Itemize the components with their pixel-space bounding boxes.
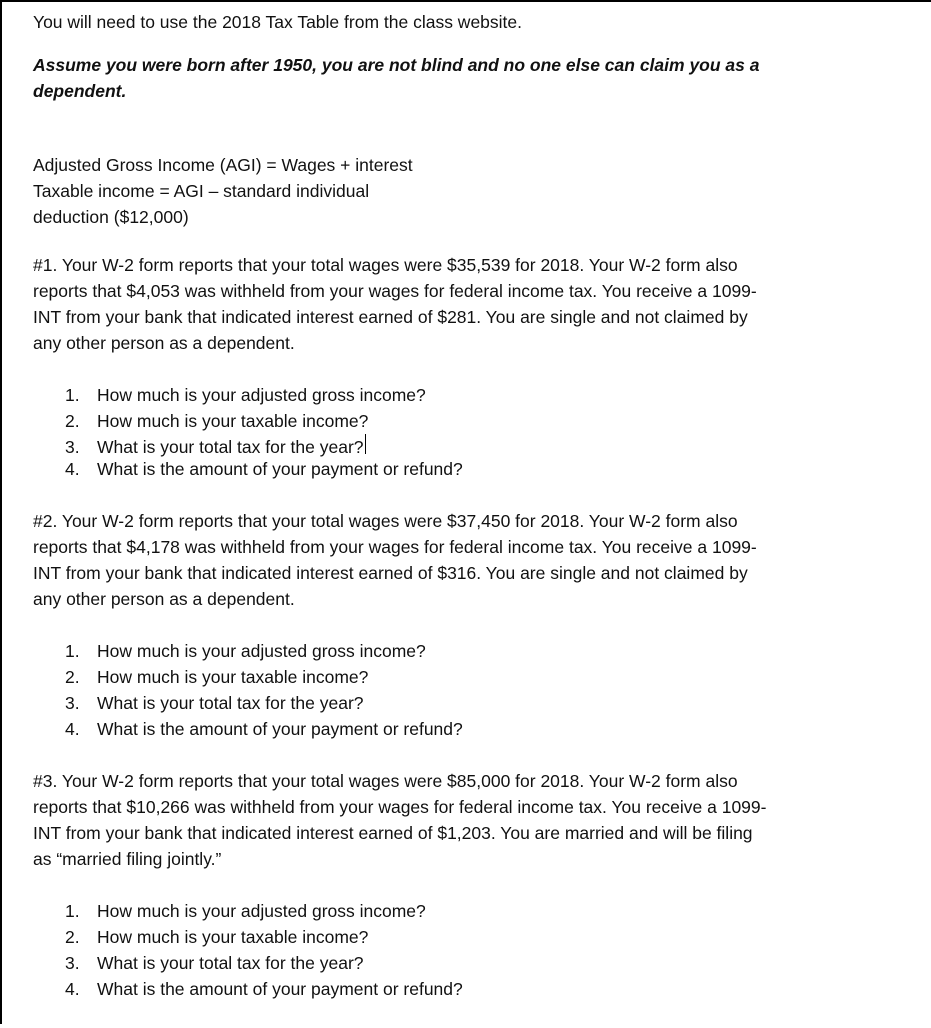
intro-text: You will need to use the 2018 Tax Table from the class website. — [33, 12, 523, 32]
question-text: How much is your adjusted gross income? — [97, 385, 426, 405]
question-number: 4. — [65, 459, 80, 479]
problem-2-line-3: INT from your bank that indicated interest earned of $316. You are single and not claimed by — [33, 563, 748, 583]
question-text: What is your total tax for the year? — [97, 437, 364, 457]
top-border — [0, 0, 931, 2]
question-text: What is the amount of your payment or refund? — [97, 979, 463, 999]
problem-2-line-4: any other person as a dependent. — [33, 589, 295, 609]
problem-1-line-2: reports that $4,053 was withheld from your wages for federal income tax. You receive a 1099- — [33, 281, 757, 301]
question-number: 2. — [65, 667, 80, 687]
question-item — [65, 382, 913, 408]
question-item — [65, 456, 913, 482]
question-number: 3. — [65, 953, 80, 973]
problem-2 — [33, 508, 913, 612]
problem-3-line-3: INT from your bank that indicated interest earned of $1,203. You are married and will be filing — [33, 823, 753, 843]
definition-agi: Adjusted Gross Income (AGI) = Wages + interest — [33, 155, 413, 175]
question-text: What is your total tax for the year? — [97, 953, 364, 973]
problem-1 — [33, 252, 913, 356]
question-number: 4. — [65, 979, 80, 999]
question-item — [65, 898, 913, 924]
problem-3-questions — [33, 898, 913, 1002]
question-number: 2. — [65, 411, 80, 431]
question-number: 1. — [65, 385, 80, 405]
problem-2-line-1: #2. Your W-2 form reports that your total wages were $37,450 for 2018. Your W-2 form also — [33, 511, 738, 531]
assumption-line-2: dependent. — [33, 81, 127, 101]
question-text: How much is your taxable income? — [97, 411, 369, 431]
problem-3-line-1: #3. Your W-2 form reports that your total wages were $85,000 for 2018. Your W-2 form also — [33, 771, 738, 791]
problem-2-line-2: reports that $4,178 was withheld from your wages for federal income tax. You receive a 1099- — [33, 537, 757, 557]
question-number: 1. — [65, 901, 80, 921]
question-text: What is your total tax for the year? — [97, 693, 364, 713]
problem-3 — [33, 768, 913, 872]
question-item — [65, 408, 913, 434]
question-item — [65, 638, 913, 664]
question-item — [65, 924, 913, 950]
problem-1-questions — [33, 382, 913, 482]
definition-taxable-income: Taxable income = AGI – standard individual — [33, 181, 370, 201]
question-item — [65, 664, 913, 690]
question-item — [65, 950, 913, 976]
problem-3-line-2: reports that $10,266 was withheld from your wages for federal income tax. You receive a 1099- — [33, 797, 767, 817]
question-item — [65, 976, 913, 1002]
question-item — [65, 716, 913, 742]
problem-2-questions — [33, 638, 913, 742]
question-number: 1. — [65, 641, 80, 661]
definition-deduction: deduction ($12,000) — [33, 207, 189, 227]
question-item — [65, 690, 913, 716]
question-number: 3. — [65, 693, 80, 713]
document-body[interactable] — [33, 9, 913, 1028]
question-text: What is the amount of your payment or refund? — [97, 459, 463, 479]
question-number: 2. — [65, 927, 80, 947]
definitions — [33, 152, 913, 230]
question-text: How much is your taxable income? — [97, 927, 369, 947]
problem-3-line-4: as “married filing jointly.” — [33, 849, 222, 869]
question-number: 3. — [65, 437, 80, 457]
problem-1-line-3: INT from your bank that indicated interest earned of $281. You are single and not claimed by — [33, 307, 748, 327]
question-text: What is the amount of your payment or refund? — [97, 719, 463, 739]
question-text: How much is your adjusted gross income? — [97, 901, 426, 921]
problem-1-line-4: any other person as a dependent. — [33, 333, 295, 353]
question-text: How much is your taxable income? — [97, 667, 369, 687]
problem-1-line-1: #1. Your W-2 form reports that your total wages were $35,539 for 2018. Your W-2 form also — [33, 255, 738, 275]
question-number: 4. — [65, 719, 80, 739]
assumption-text — [33, 52, 913, 104]
assumption-line-1: Assume you were born after 1950, you are not blind and no one else can claim you as a — [33, 55, 760, 75]
question-text: How much is your adjusted gross income? — [97, 641, 426, 661]
text-cursor — [365, 434, 366, 454]
left-border — [0, 0, 2, 1024]
